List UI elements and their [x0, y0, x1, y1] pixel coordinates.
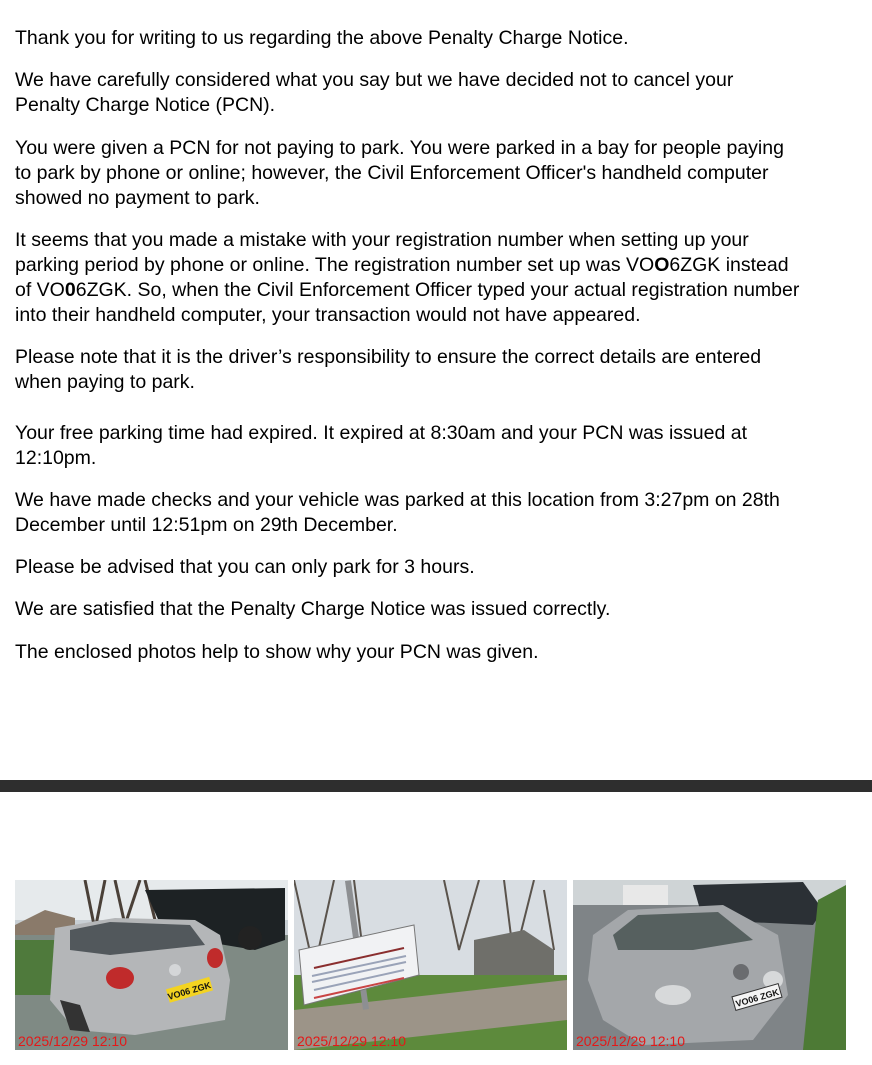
car-rear-photo: [15, 880, 288, 1050]
photo-1-timestamp: 2025/12/29 12:10: [18, 1033, 127, 1049]
paragraph-free-parking: Your free parking time had expired. It expired at 8:30am and your PCN was issued at 12:10pm.: [15, 422, 748, 469]
paragraph-photos: The enclosed photos help to show why your PCN was given.: [15, 641, 539, 663]
letter-body: [15, 26, 865, 665]
evidence-photo-3: [573, 880, 846, 1050]
correct-registration-char: 0: [64, 279, 76, 301]
paragraph-checks: We have made checks and your vehicle was parked at this location from 3:27pm on 28th December until 12:51pm on 29th December.: [15, 489, 780, 536]
car-front-photo: [573, 880, 846, 1050]
svg-text:VO06 ZGK: VO06 ZGK: [166, 980, 213, 1002]
evidence-photo-1: [15, 880, 288, 1050]
paragraph-satisfied: We are satisfied that the Penalty Charge Notice was issued correctly.: [15, 598, 611, 620]
paragraph-time-limit: Please be advised that you can only park for 3 hours.: [15, 556, 475, 578]
paragraph-decision: We have carefully considered what you say but we have decided not to cancel your Penalty Charge Notice (PCN).: [15, 69, 734, 116]
paragraph-driver-responsibility: Please note that it is the driver’s responsibility to ensure the correct details are entered when paying to park.: [15, 346, 762, 393]
page-divider: [0, 780, 872, 792]
photo-2-timestamp: 2025/12/29 12:10: [297, 1033, 406, 1049]
svg-text:VO06 ZGK: VO06 ZGK: [734, 987, 781, 1009]
tariff-sign-photo: [294, 880, 567, 1050]
paragraph-registration: It seems that you made a mistake with your registration number when setting up your parking period by phone or online. The registration number set up was VOO6ZGK instead of VO06ZGK. So, when the Civil Enforcement Officer typed your actual registration number into their handheld computer, your transaction would not have appeared.: [15, 229, 800, 326]
paragraph-thanks: Thank you for writing to us regarding the above Penalty Charge Notice.: [15, 27, 629, 49]
evidence-photo-2: [294, 880, 567, 1050]
wrong-registration-char: O: [654, 254, 670, 276]
photo-3-timestamp: 2025/12/29 12:10: [576, 1033, 685, 1049]
paragraph-reason: You were given a PCN for not paying to park. You were parked in a bay for people paying to park by phone or online; however, the Civil Enforcement Officer's handheld computer showed no payment to park.: [15, 137, 784, 209]
